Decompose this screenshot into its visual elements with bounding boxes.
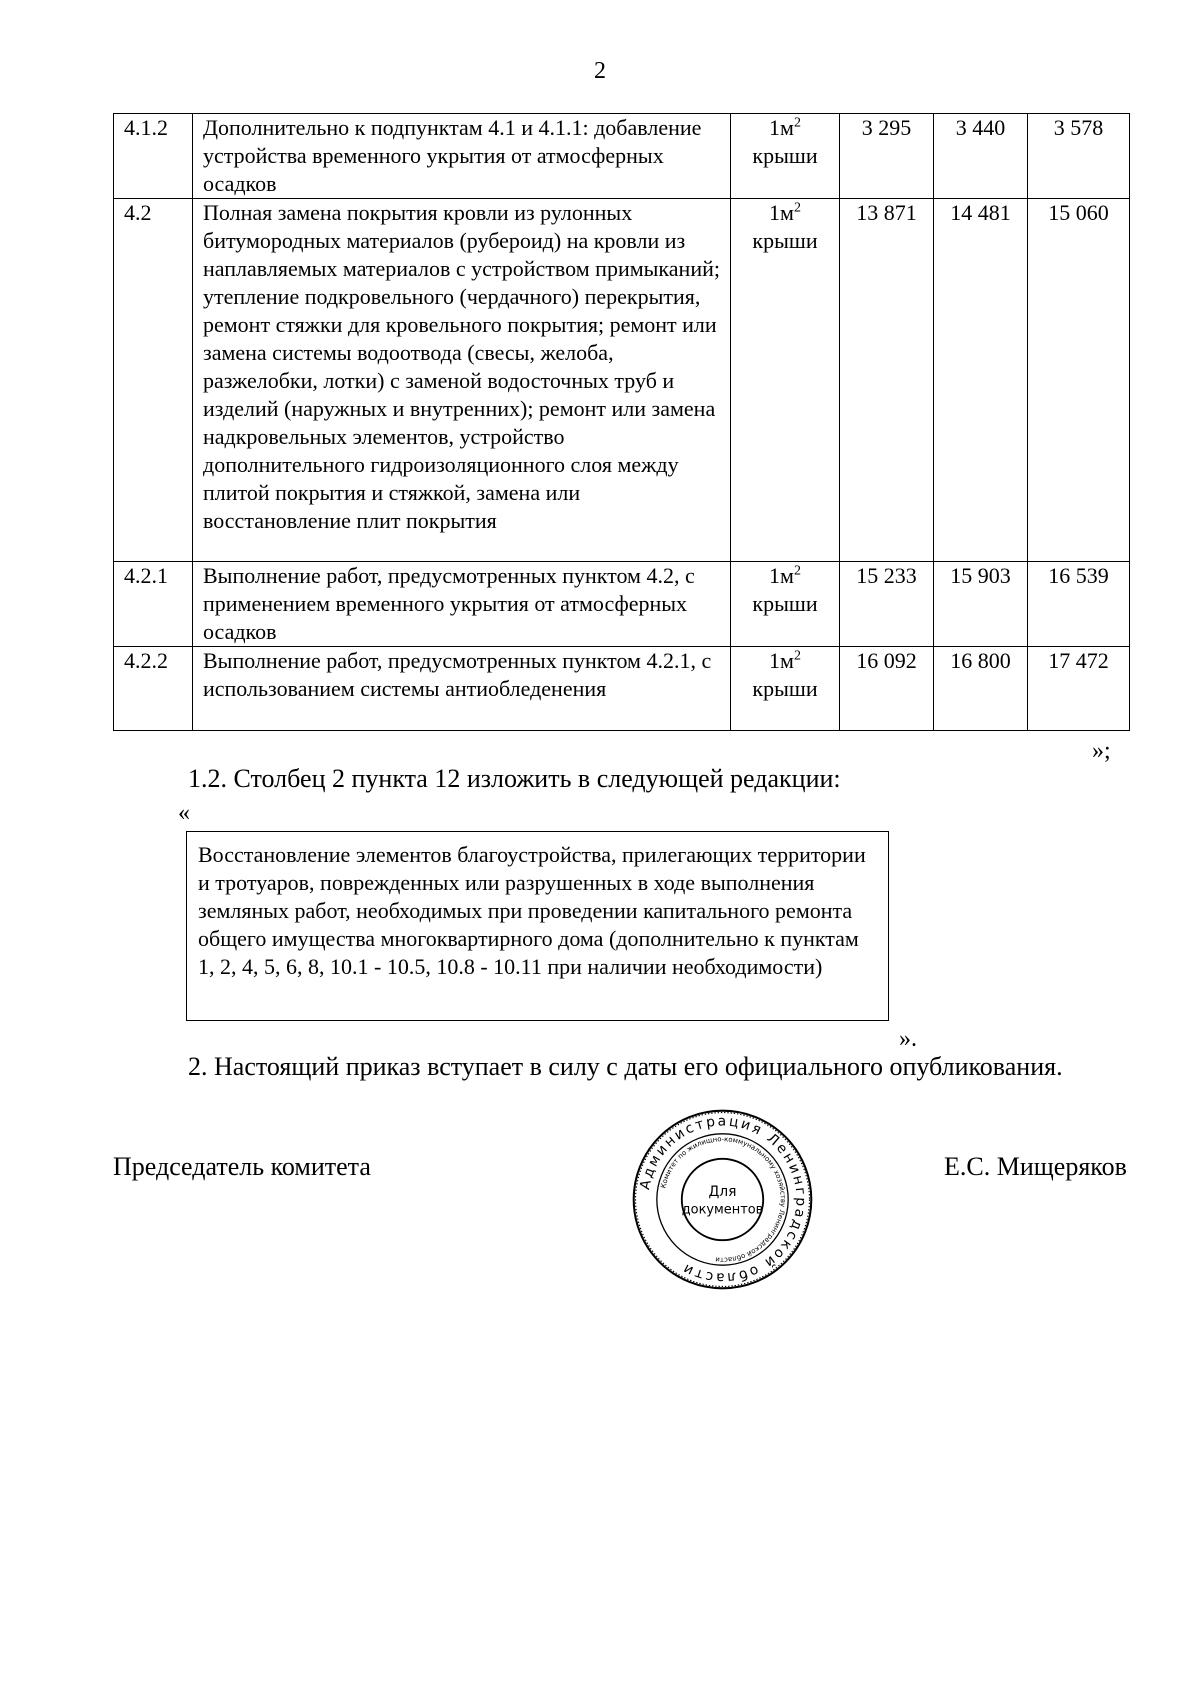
item-value-3: 3 578 <box>1028 114 1130 199</box>
item-value-1: 3 295 <box>840 114 934 199</box>
stamp-center-line-1: Для <box>708 1183 737 1200</box>
item-value-2: 16 800 <box>934 647 1028 731</box>
signatory-title: Председатель комитета <box>113 1152 371 1181</box>
item-unit: $1м^2$ крыши <box>731 114 840 199</box>
item-value-3: 17 472 <box>1028 647 1130 731</box>
item-value-2: 15 903 <box>934 562 1028 647</box>
item-value-3: 15 060 <box>1028 199 1130 562</box>
item-value-1: 15 233 <box>840 562 934 647</box>
table-closing-quote: »; <box>1092 738 1111 764</box>
item-description: Выполнение работ, предусмотренных пунктом 4.2, с применением временного укрытия от атмосферных осадков <box>193 562 731 647</box>
item-description: Полная замена покрытия кровли из рулонных битумородных материалов (рубероид) на кровли из наплавляемых материалов с устройством примыканий; утепление подкровельного (чердачного) перекрытия, ремонт стяжки для кровельного покрытия; ремонт или замена системы водоотвода (свесы, желоба, разжелобки, лотки) с заменой водосточных труб и изделий (наружных и внутренних); ремонт или замена надкровельных элементов, устройство дополнительного гидроизоляционного слоя между плитой покрытия и стяжкой, замена или восстановление плит покрытия <box>193 199 731 562</box>
box-closing-quote: ». <box>899 1026 917 1052</box>
item-code: 4.2.1 <box>114 562 193 647</box>
paragraph-1-2: 1.2. Столбец 2 пункта 12 изложить в следующей редакции: <box>188 764 841 793</box>
item-value-2: 14 481 <box>934 199 1028 562</box>
table-row <box>114 114 1130 199</box>
item-unit: $1м^2$ крыши <box>731 199 840 562</box>
item-unit: $1м^2$ крыши <box>731 647 840 731</box>
stamp-outer-text: Администрация Ленинградской области <box>637 1113 809 1286</box>
item-code: 4.2.2 <box>114 647 193 731</box>
rates-table <box>113 113 1130 731</box>
stamp-inner-text: Комитет по жилищно-коммунальному хозяйству Ленинградской области <box>659 1135 787 1264</box>
paragraph-2: 2. Настоящий приказ вступает в силу с даты его официального опубликования. <box>188 1052 1063 1081</box>
item-code: 4.2 <box>114 199 193 562</box>
opening-quote: « <box>178 800 190 826</box>
signatory-name: Е.С. Мищеряков <box>944 1152 1127 1181</box>
table-row <box>114 199 1130 562</box>
table-row <box>114 647 1130 731</box>
page-number: 2 <box>594 58 606 84</box>
table-row <box>114 562 1130 647</box>
stamp-center-line-2: документов <box>681 1202 764 1218</box>
amended-text-box: Восстановление элементов благоустройства, прилегающих территории и тротуаров, поврежденных или разрушенных в ходе выполнения земляных работ, необходимых при проведении капитального ремонта общего имущества многоквартирного дома (дополнительно к пунктам 1, 2, 4, 5, 6, 8, 10.1 - 10.5, 10.8 - 10.11 при наличии необходимости) <box>186 831 889 1021</box>
item-value-1: 16 092 <box>840 647 934 731</box>
item-description: Выполнение работ, предусмотренных пунктом 4.2.1, с использованием системы антиобледенения <box>193 647 731 731</box>
official-stamp <box>630 1107 815 1292</box>
item-value-3: 16 539 <box>1028 562 1130 647</box>
item-unit: $1м^2$ крыши <box>731 562 840 647</box>
item-description: Дополнительно к подпунктам 4.1 и 4.1.1: добавление устройства временного укрытия от атмосферных осадков <box>193 114 731 199</box>
item-value-1: 13 871 <box>840 199 934 562</box>
item-value-2: 3 440 <box>934 114 1028 199</box>
item-code: 4.1.2 <box>114 114 193 199</box>
